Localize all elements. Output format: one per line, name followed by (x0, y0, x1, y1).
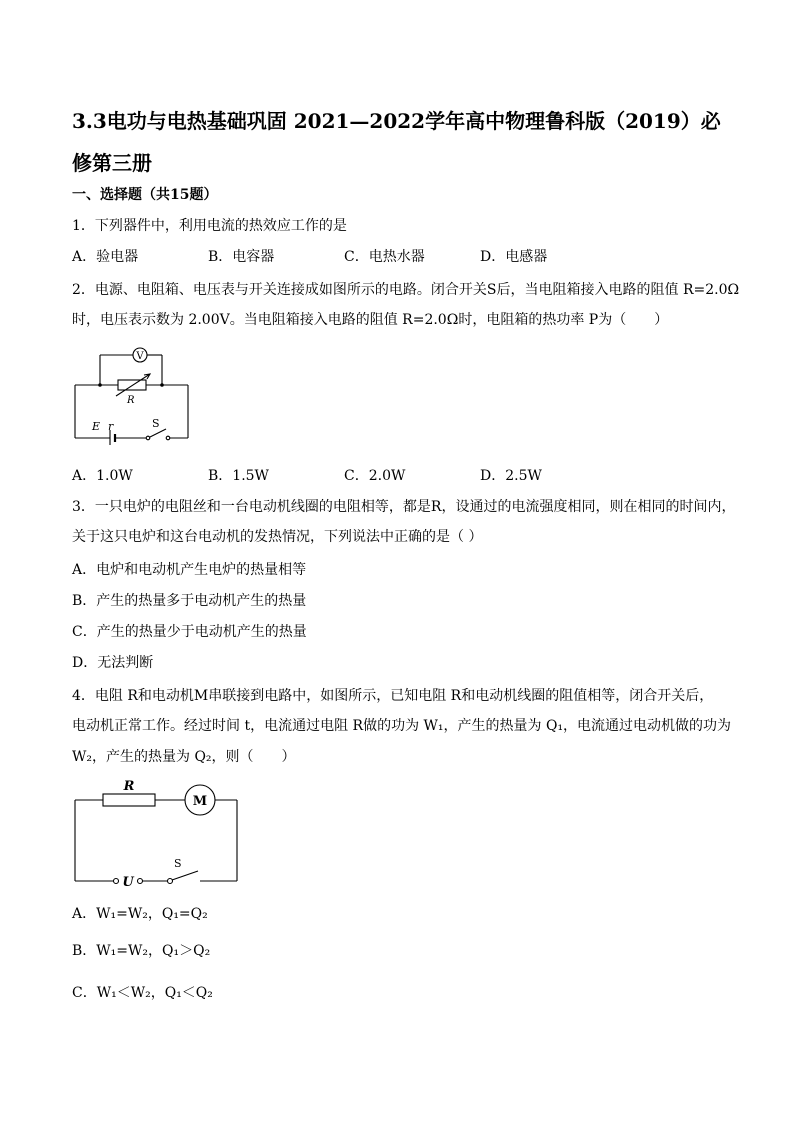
question-1-stem: 1．下列器件中，利用电流的热效应工作的是 (72, 218, 347, 234)
question-3-stem-line-1: 3．一只电炉的电阻丝和一台电动机线圈的电阻相等，都是R，设通过的电流强度相同，则在相同的时间内， (72, 499, 736, 515)
section-heading: 一、选择题（共15题） (72, 187, 218, 203)
question-4-option-a[interactable]: A．W₁=W₂，Q₁=Q₂ (72, 906, 208, 922)
question-4-circuit-diagram (70, 775, 245, 890)
switch-label: S (152, 417, 160, 430)
question-4-stem-line-3: W₂，产生的热量为 Q₂，则（ ） (72, 749, 296, 765)
question-4-stem-line-1: 4．电阻 R和电动机M串联接到电路中，如图所示，已知电阻 R和电动机线圈的阻值相等，闭合开关后， (72, 688, 714, 704)
question-2-options (72, 466, 542, 486)
option-b[interactable]: B．1.5W (208, 468, 269, 484)
option-b[interactable]: B．电容器 (208, 249, 275, 265)
option-a[interactable]: A．1.0W (72, 468, 133, 484)
question-1-options (72, 247, 547, 267)
internal-resistance-label: r (108, 420, 114, 433)
option-d[interactable]: D．电感器 (480, 249, 548, 265)
question-3-option-a[interactable]: A．电炉和电动机产生电炉的热量相等 (72, 562, 307, 578)
option-c[interactable]: C．2.0W (344, 468, 406, 484)
motor-label: M (192, 794, 208, 809)
option-d[interactable]: D．2.5W (480, 468, 542, 484)
question-3-option-d[interactable]: D．无法判断 (72, 655, 154, 671)
question-2-stem-line-1: 2．电源、电阻箱、电压表与开关连接成如图所示的电路。闭合开关S后，当电阻箱接入电路的阻值 R=2.0Ω (72, 282, 740, 298)
question-3-option-b[interactable]: B．产生的热量多于电动机产生的热量 (72, 593, 307, 609)
resistor-label: R (127, 395, 135, 406)
question-2-circuit-diagram (70, 340, 200, 445)
question-4-option-c[interactable]: C．W₁＜W₂，Q₁＜Q₂ (72, 985, 213, 1001)
resistor-label: R (123, 779, 135, 794)
emf-label: E (92, 420, 101, 433)
option-a[interactable]: A．验电器 (72, 249, 139, 265)
option-c[interactable]: C．电热水器 (344, 249, 425, 265)
question-4-stem-line-2: 电动机正常工作。经过时间 t，电流通过电阻 R做的功为 W₁，产生的热量为 Q₁，电流通过电动机做的功为 (72, 718, 732, 734)
question-2-stem-line-2: 时，电压表示数为 2.00V。当电阻箱接入电路的阻值 R=2.0Ω时，电阻箱的热功率 P为（ ） (72, 312, 669, 328)
question-4-option-b[interactable]: B．W₁=W₂，Q₁＞Q₂ (72, 943, 211, 959)
switch-label: S (174, 857, 182, 870)
question-3-stem-line-2: 关于这只电炉和这台电动机的发热情况，下列说法中正确的是（ ） (72, 529, 483, 545)
question-3-option-c[interactable]: C．产生的热量少于电动机产生的热量 (72, 624, 307, 640)
voltage-source-label: U (122, 875, 134, 890)
page-title: 3.3电功与电热基础巩固 2021—2022学年高中物理鲁科版（2019）必修第三册 (72, 109, 721, 175)
voltmeter-label: V (136, 351, 144, 362)
